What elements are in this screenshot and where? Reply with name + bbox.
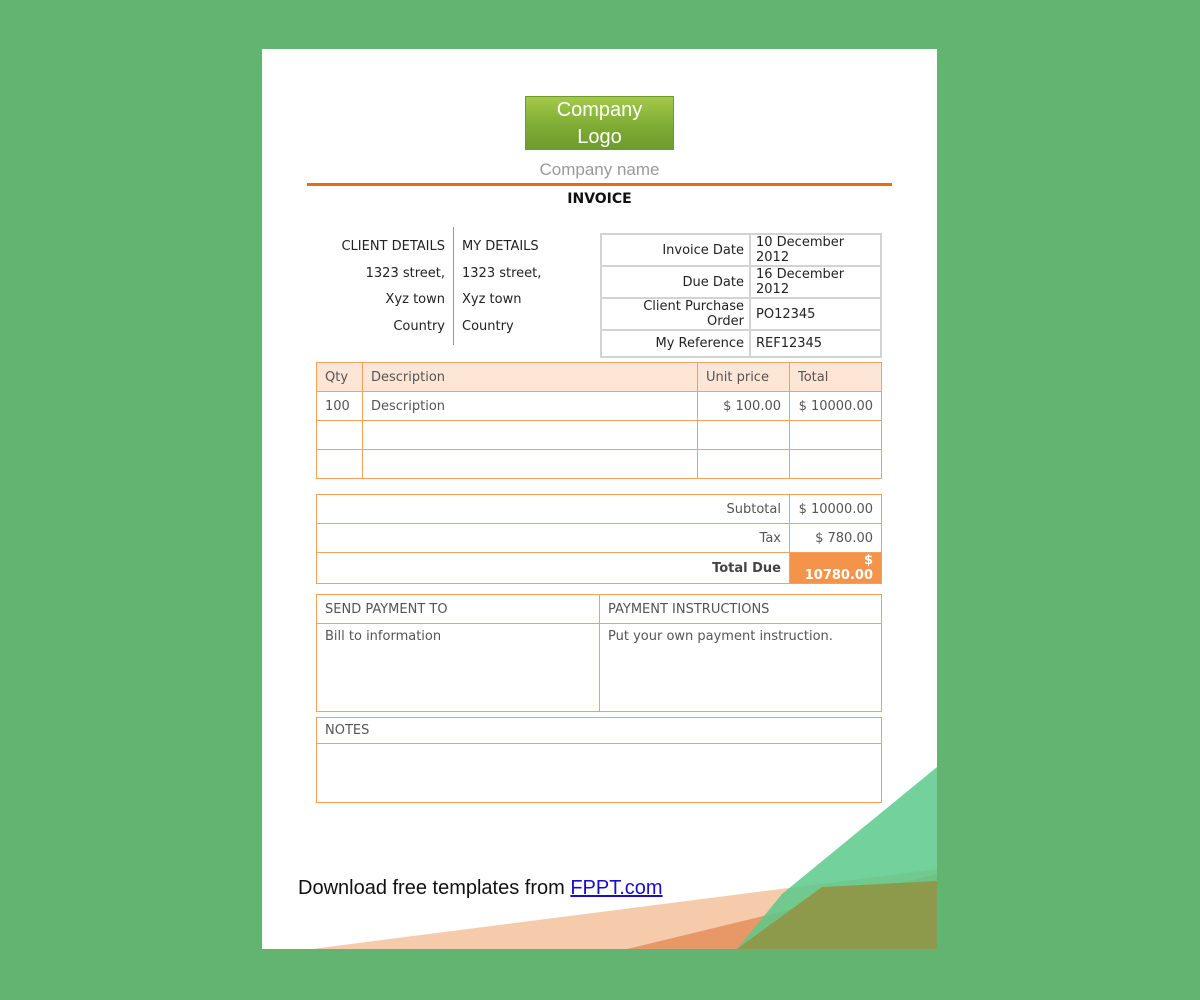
notes-heading: NOTES: [317, 718, 882, 744]
my-country: Country: [462, 318, 514, 334]
tax-value: $ 780.00: [790, 524, 882, 553]
payment-instructions-text[interactable]: Put your own payment instruction.: [600, 624, 882, 712]
client-country: Country: [393, 318, 445, 334]
invoice-title: INVOICE: [567, 191, 632, 207]
meta-label: My Reference: [601, 330, 750, 357]
logo-line-2: Logo: [577, 126, 622, 148]
send-payment-info[interactable]: Bill to information: [317, 624, 600, 712]
meta-value: 16 December 2012: [750, 266, 881, 298]
fppt-link[interactable]: FPPT.com: [570, 877, 663, 899]
cell-unit-price[interactable]: $ 100.00: [698, 392, 790, 421]
tax-label: Tax: [317, 524, 790, 553]
cell-qty[interactable]: 100: [317, 392, 363, 421]
col-header-qty: Qty: [317, 363, 363, 392]
company-name: Company name: [539, 160, 660, 179]
my-town: Xyz town: [462, 292, 522, 307]
client-town: Xyz town: [385, 292, 445, 307]
col-header-unit-price: Unit price: [698, 363, 790, 392]
meta-label: Due Date: [601, 266, 750, 298]
my-street: 1323 street,: [462, 265, 542, 281]
send-payment-heading: SEND PAYMENT TO: [317, 595, 600, 624]
meta-value: REF12345: [750, 330, 881, 357]
col-header-total: Total: [790, 363, 882, 392]
subtotal-label: Subtotal: [317, 495, 790, 524]
meta-value: PO12345: [750, 298, 881, 330]
cell-total[interactable]: $ 10000.00: [790, 392, 882, 421]
cell-description[interactable]: Description: [363, 392, 698, 421]
logo-line-1: Company: [556, 99, 643, 121]
my-details-heading: MY DETAILS: [462, 239, 539, 254]
col-header-description: Description: [363, 363, 698, 392]
subtotal-value: $ 10000.00: [790, 495, 882, 524]
total-due-label: Total Due: [317, 553, 790, 584]
meta-label: Invoice Date: [601, 234, 750, 266]
payment-instructions-heading: PAYMENT INSTRUCTIONS: [600, 595, 882, 624]
meta-label: Client Purchase Order: [601, 298, 750, 330]
client-details-heading: CLIENT DETAILS: [341, 239, 445, 254]
total-due-value: $ 10780.00: [790, 553, 882, 584]
footer-text: Download free templates from: [298, 877, 571, 899]
meta-value: 10 December 2012: [750, 234, 881, 266]
footer-promo: [298, 877, 663, 900]
client-street: 1323 street,: [365, 265, 445, 281]
decorative-shapes: [262, 49, 937, 949]
invoice-page: [262, 49, 937, 949]
